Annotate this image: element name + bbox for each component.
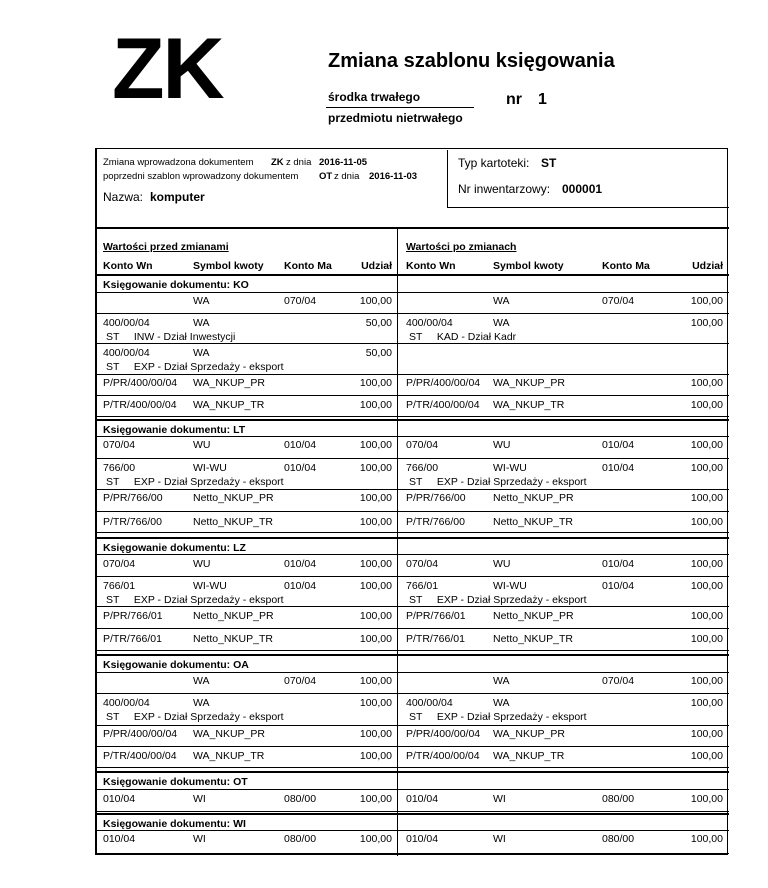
after-title: Wartości po zmianach <box>406 241 517 253</box>
after-konto-wn: 070/04 <box>406 439 439 451</box>
option-divider <box>326 107 474 108</box>
before-konto-wn: 400/00/04 <box>103 347 150 359</box>
info-line2-doc: OT <box>319 171 333 182</box>
before-konto-wn: P/TR/766/01 <box>103 633 162 645</box>
row-divider <box>97 813 729 815</box>
info-line2-label: poprzedni szablon wprowadzony dokumentem <box>103 171 299 182</box>
before-udzial: 100,00 <box>359 750 392 762</box>
before-udzial: 100,00 <box>359 728 392 740</box>
number-value: 1 <box>538 91 547 108</box>
option-low-value-item: przedmiotu nietrwałego <box>328 111 463 125</box>
after-konto-wn: P/PR/400/00/04 <box>406 377 481 389</box>
info-line1-label: Zmiana wprowadzona dokumentem <box>103 157 254 168</box>
before-symbol: WA_NKUP_PR <box>193 728 265 740</box>
row-divider <box>97 746 729 747</box>
before-konto-ma: 070/04 <box>284 295 317 307</box>
main-box <box>95 148 728 855</box>
before-konto-wn: 010/04 <box>103 793 136 805</box>
after-konto-wn: 070/04 <box>406 558 439 570</box>
after-udzial: 100,00 <box>690 439 723 451</box>
after-konto-ma: 070/04 <box>602 295 635 307</box>
before-konto-ma: 080/00 <box>284 793 317 805</box>
before-symbol: WA <box>193 295 210 307</box>
before-konto-ma: 010/04 <box>284 580 317 592</box>
after-symbol: WA <box>493 697 510 709</box>
before-konto-wn: P/PR/766/00 <box>103 492 163 504</box>
after-symbol: Netto_NKUP_PR <box>493 492 574 504</box>
col-konto-ma-right: Konto Ma <box>602 260 650 272</box>
before-department: ST EXP - Dział Sprzedaży - eksport <box>106 711 284 723</box>
row-divider <box>97 650 729 651</box>
after-symbol: WA_NKUP_PR <box>493 377 565 389</box>
after-symbol: WA_NKUP_TR <box>493 399 565 411</box>
before-konto-wn: P/TR/400/00/04 <box>103 750 177 762</box>
before-udzial: 100,00 <box>359 793 392 805</box>
before-konto-wn: 010/04 <box>103 833 136 845</box>
after-konto-wn: 400/00/04 <box>406 317 453 329</box>
col-udzial-right: Udział <box>692 260 723 272</box>
after-udzial: 100,00 <box>690 399 723 411</box>
after-symbol: WU <box>493 439 511 451</box>
after-symbol: WI <box>493 793 506 805</box>
after-udzial: 100,00 <box>690 377 723 389</box>
after-symbol: WA <box>493 295 510 307</box>
before-symbol: WI-WU <box>193 462 227 474</box>
after-udzial: 100,00 <box>690 728 723 740</box>
after-konto-ma: 070/04 <box>602 675 635 687</box>
after-udzial: 100,00 <box>690 580 723 592</box>
before-department: ST EXP - Dział Sprzedaży - eksport <box>106 476 284 488</box>
before-symbol: WU <box>193 439 211 451</box>
before-title: Wartości przed zmianami <box>103 241 229 253</box>
row-divider <box>97 532 729 533</box>
after-konto-wn: P/PR/766/00 <box>406 492 466 504</box>
after-konto-wn: P/PR/400/00/04 <box>406 728 481 740</box>
before-konto-wn: P/TR/766/00 <box>103 516 162 528</box>
row-divider <box>97 576 729 577</box>
before-udzial: 100,00 <box>359 558 392 570</box>
row-divider <box>97 628 729 629</box>
card-type-value: ST <box>541 156 557 170</box>
column-divider <box>397 227 398 856</box>
after-konto-ma: 010/04 <box>602 462 635 474</box>
before-symbol: WA_NKUP_TR <box>193 750 265 762</box>
before-department: ST EXP - Dział Sprzedaży - eksport <box>106 594 284 606</box>
before-udzial: 100,00 <box>359 462 392 474</box>
before-udzial: 100,00 <box>359 377 392 389</box>
before-symbol: WA_NKUP_PR <box>193 377 265 389</box>
section-title: Księgowanie dokumentu: WI <box>103 818 246 830</box>
before-udzial: 100,00 <box>359 610 392 622</box>
before-symbol: Netto_NKUP_PR <box>193 492 274 504</box>
row-divider <box>97 654 729 656</box>
after-konto-ma: 010/04 <box>602 580 635 592</box>
row-divider <box>97 274 729 276</box>
before-symbol: WA <box>193 317 210 329</box>
section-title: Księgowanie dokumentu: KO <box>103 279 249 291</box>
after-department: ST EXP - Dział Sprzedaży - eksport <box>409 476 587 488</box>
row-divider <box>97 489 729 490</box>
row-divider <box>97 511 729 512</box>
after-udzial: 100,00 <box>690 558 723 570</box>
after-udzial: 100,00 <box>690 492 723 504</box>
row-divider <box>97 606 729 607</box>
row-divider <box>97 811 729 812</box>
before-symbol: WA <box>193 347 210 359</box>
before-konto-wn: P/PR/400/00/04 <box>103 728 178 740</box>
info-line1-label2: z dnia <box>286 157 312 168</box>
row-divider <box>97 830 729 831</box>
before-udzial: 50,00 <box>365 347 392 359</box>
inventory-label: Nr inwentarzowy: <box>458 182 551 196</box>
info-line2-date: 2016-11-03 <box>369 171 418 182</box>
before-department: ST EXP - Dział Sprzedaży - eksport <box>106 361 284 373</box>
row-divider <box>97 436 729 437</box>
before-symbol: Netto_NKUP_PR <box>193 610 274 622</box>
row-divider <box>97 416 729 417</box>
before-symbol: WA <box>193 697 210 709</box>
row-divider <box>97 227 729 229</box>
after-konto-ma: 080/00 <box>602 793 635 805</box>
row-divider <box>97 725 729 726</box>
before-udzial: 100,00 <box>359 675 392 687</box>
row-divider <box>97 767 729 768</box>
col-konto-wn-right: Konto Wn <box>406 260 456 272</box>
after-symbol: WU <box>493 558 511 570</box>
after-udzial: 100,00 <box>690 633 723 645</box>
before-udzial: 100,00 <box>359 833 392 845</box>
after-konto-wn: 766/00 <box>406 462 439 474</box>
after-symbol: Netto_NKUP_TR <box>493 516 573 528</box>
before-symbol: WI <box>193 793 206 805</box>
after-udzial: 100,00 <box>690 610 723 622</box>
after-konto-wn: 400/00/04 <box>406 697 453 709</box>
after-symbol: WI <box>493 833 506 845</box>
after-symbol: WI-WU <box>493 580 527 592</box>
after-udzial: 100,00 <box>690 675 723 687</box>
before-udzial: 100,00 <box>359 295 392 307</box>
before-konto-wn: 400/00/04 <box>103 697 150 709</box>
after-symbol: WA_NKUP_TR <box>493 750 565 762</box>
after-udzial: 100,00 <box>690 295 723 307</box>
section-title: Księgowanie dokumentu: LT <box>103 424 246 436</box>
before-konto-wn: 766/00 <box>103 462 136 474</box>
after-konto-wn: P/TR/766/01 <box>406 633 465 645</box>
before-udzial: 100,00 <box>359 633 392 645</box>
after-udzial: 100,00 <box>690 833 723 845</box>
row-divider <box>97 419 729 421</box>
before-konto-ma: 080/00 <box>284 833 317 845</box>
after-symbol: WI-WU <box>493 462 527 474</box>
col-symbol-left: Symbol kwoty <box>193 260 264 272</box>
row-divider <box>97 554 729 555</box>
option-fixed-asset: środka trwałego <box>328 90 421 104</box>
row-divider <box>97 292 729 293</box>
inventory-value: 000001 <box>562 182 603 196</box>
after-udzial: 100,00 <box>690 793 723 805</box>
before-konto-wn: P/PR/400/00/04 <box>103 377 178 389</box>
before-konto-ma: 010/04 <box>284 462 317 474</box>
before-konto-ma: 010/04 <box>284 558 317 570</box>
before-udzial: 100,00 <box>359 439 392 451</box>
before-konto-wn: P/PR/766/01 <box>103 610 163 622</box>
col-udzial-left: Udział <box>361 260 392 272</box>
before-konto-wn: 070/04 <box>103 439 136 451</box>
after-udzial: 100,00 <box>690 317 723 329</box>
row-divider <box>97 693 729 694</box>
before-symbol: WA <box>193 675 210 687</box>
card-type-label: Typ kartoteki: <box>458 156 530 170</box>
before-udzial: 100,00 <box>359 580 392 592</box>
after-konto-wn: P/TR/400/00/04 <box>406 750 480 762</box>
after-konto-wn: 010/04 <box>406 793 439 805</box>
after-udzial: 100,00 <box>690 516 723 528</box>
after-symbol: Netto_NKUP_TR <box>493 633 573 645</box>
col-symbol-right: Symbol kwoty <box>493 260 564 272</box>
row-divider <box>447 207 729 208</box>
row-divider <box>97 537 729 539</box>
after-konto-ma: 010/04 <box>602 558 635 570</box>
col-konto-ma-left: Konto Ma <box>284 260 332 272</box>
row-divider <box>97 395 729 396</box>
row-divider <box>97 313 729 314</box>
row-divider <box>97 672 729 673</box>
after-konto-wn: P/TR/766/00 <box>406 516 465 528</box>
row-divider <box>97 458 729 459</box>
after-symbol: WA <box>493 317 510 329</box>
info-line2-label2: z dnia <box>334 171 360 182</box>
before-udzial: 100,00 <box>359 697 392 709</box>
after-konto-ma: 080/00 <box>602 833 635 845</box>
after-symbol: WA_NKUP_PR <box>493 728 565 740</box>
after-department: ST KAD - Dział Kadr <box>409 331 517 343</box>
before-symbol: WA_NKUP_TR <box>193 399 265 411</box>
after-konto-wn: 766/01 <box>406 580 439 592</box>
row-divider <box>97 374 729 375</box>
name-value: komputer <box>150 190 205 204</box>
after-udzial: 100,00 <box>690 697 723 709</box>
after-udzial: 100,00 <box>690 750 723 762</box>
after-department: ST EXP - Dział Sprzedaży - eksport <box>409 711 587 723</box>
before-symbol: WU <box>193 558 211 570</box>
after-department: ST EXP - Dział Sprzedaży - eksport <box>409 594 587 606</box>
document-code: ZK <box>112 21 223 117</box>
name-label: Nazwa: <box>103 190 144 204</box>
after-symbol: Netto_NKUP_PR <box>493 610 574 622</box>
after-konto-ma: 010/04 <box>602 439 635 451</box>
number-label: nr <box>506 91 522 108</box>
before-udzial: 100,00 <box>359 492 392 504</box>
before-department: ST INW - Dział Inwestycji <box>106 331 236 343</box>
info-line1-doc: ZK <box>271 157 284 168</box>
document-title: Zmiana szablonu księgowania <box>328 50 615 72</box>
before-konto-wn: 400/00/04 <box>103 317 150 329</box>
before-udzial: 100,00 <box>359 516 392 528</box>
before-symbol: WI <box>193 833 206 845</box>
row-divider <box>97 771 729 773</box>
section-title: Księgowanie dokumentu: LZ <box>103 542 246 554</box>
row-divider <box>97 853 729 854</box>
before-symbol: Netto_NKUP_TR <box>193 633 273 645</box>
column-divider <box>447 150 448 207</box>
section-title: Księgowanie dokumentu: OA <box>103 659 249 671</box>
row-divider <box>97 789 729 790</box>
before-konto-wn: 070/04 <box>103 558 136 570</box>
after-konto-wn: P/TR/400/00/04 <box>406 399 480 411</box>
after-konto-wn: P/PR/766/01 <box>406 610 466 622</box>
after-udzial: 100,00 <box>690 462 723 474</box>
after-konto-wn: 010/04 <box>406 833 439 845</box>
after-symbol: WA <box>493 675 510 687</box>
before-symbol: Netto_NKUP_TR <box>193 516 273 528</box>
before-konto-wn: 766/01 <box>103 580 136 592</box>
info-line1-date: 2016-11-05 <box>319 157 368 168</box>
col-konto-wn-left: Konto Wn <box>103 260 153 272</box>
row-divider <box>97 343 729 344</box>
before-udzial: 50,00 <box>365 317 392 329</box>
before-udzial: 100,00 <box>359 399 392 411</box>
before-konto-ma: 070/04 <box>284 675 317 687</box>
before-symbol: WI-WU <box>193 580 227 592</box>
before-konto-wn: P/TR/400/00/04 <box>103 399 177 411</box>
section-title: Księgowanie dokumentu: OT <box>103 776 248 788</box>
before-konto-ma: 010/04 <box>284 439 317 451</box>
